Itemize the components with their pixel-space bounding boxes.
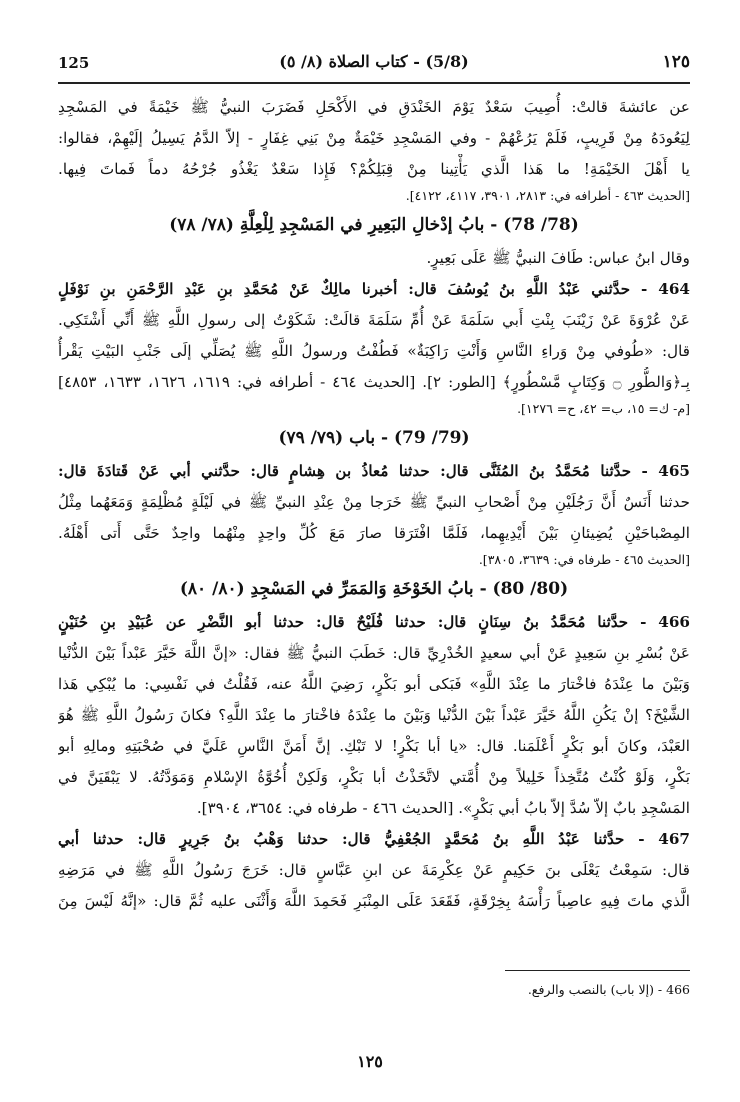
text-line: وقال ابنُ عباس: طَافَ النبيُّ ﷺ عَلَى بَعِيرٍ. — [426, 249, 690, 267]
text-line: عَنْ بُسْرِ بنِ سَعِيدٍ عَنْ أبي سعيدٍ الخُدْرِيِّ قال: خَطَبَ النبيُّ ﷺ فقال: «إنَّ اللَّهَ خَيَّرَ عَبْداً بَيْنَ الدُّنْيا — [58, 644, 690, 662]
text-line: قال: «طُوفي مِنْ وَراءِ النَّاسِ وَأَنْتِ رَاكِبَةٌ» فَطُفْتُ ورسولُ اللَّهِ ﷺ يُصَلِّي إلَى جَنْبِ البَيْتِ يَقْرأُ — [58, 342, 690, 360]
text-line: لِيَعُودَهُ مِنْ قَرِيبٍ، فَلَمْ يَرُعْهُمْ - وفي المَسْجِدِ خَيْمَةٌ مِنْ بَنِي غِفَارٍ - إلاّ الدَّمُ يَسِيلُ إلَيْهِمْ، فقالوا: — [58, 129, 690, 147]
hadith-reference: [م- ك= ١٥، ب= ٤٢، ح= ١٢٧٦]. — [517, 401, 690, 416]
hadith-start-line: 465 - حدَّثنا مُحَمَّدُ بنُ المُثَنَّى قال: حدثنا مُعاذُ بن هِشامٍ قال: حدَّثني أبي عَنْ قَتادَةَ قال: — [58, 462, 690, 480]
text-line: بِـ﴿وَالطُّورِ ۝ وَكِتَابٍ مَّسْطُورٍ﴾ [الطور: ٢]. [الحديث ٤٦٤ - أطرافه في: ١٦١٩، ١٦٢٦، ١٦٣٣، ٤٨٥٣] — [58, 373, 690, 391]
running-title: (5/8) - كتاب الصلاة (٨/ ٥) — [279, 52, 469, 71]
text-line: قال: سَمِعْتُ يَعْلَى بنَ حَكِيمٍ عَنْ عِكْرِمَةَ عن ابنِ عَبَّاسٍ قال: خَرَجَ رَسُولُ اللَّهِ ﷺ في مَرَضِهِ — [58, 861, 690, 879]
footnote-divider — [505, 970, 690, 971]
chapter-heading: (79/ 79) - باب (٧٩/ ٧٩) — [278, 428, 470, 448]
text-line: الشَّيْخَ؟ إنْ يَكُنِ اللَّهُ خَيَّرَ عَبْداً بَيْنَ الدُّنْيا وَبَيْنَ ما عِنْدَهُ فاخْتارَ ما عِنْدَ اللَّهِ؟ فكانَ رَسُولُ اللَّهِ ﷺ هُوَ — [58, 706, 690, 724]
text-line: عَنْ عُرْوَةَ عَنْ زَيْنَبَ بِنْتِ أَبي سَلَمَةَ عَنْ أُمِّ سَلَمَةَ قالَتْ: شَكَوْتُ إلى رسولِ اللَّهِ ﷺ أَنِّي أَشْتَكِي. — [58, 311, 690, 329]
page-number-latin: 125 — [58, 54, 90, 72]
text-line: وَبَيْنَ ما عِنْدَهُ فاخْتارَ ما عِنْدَ اللَّهِ» فَبَكى أبو بَكْرٍ، رَضِيَ اللَّهُ عنه، فَقُلْتُ في نَفْسِي: ما يُبْكِي هَذا — [58, 675, 690, 693]
text-line: حدثنا أَنَسٌ أَنَّ رَجُلَيْنِ مِنْ أَصْحابِ النبيِّ ﷺ خَرَجا مِنْ عِنْدِ النبيِّ ﷺ في لَيْلَةٍ مُظْلِمَةٍ وَمَعَهُما مِثْلُ — [58, 493, 690, 511]
hadith-start-line: 466 - حدَّثنا مُحَمَّدُ بنُ سِنَانٍ قال: حدثنا فُلَيْحٌ قال: حدثنا أبو النَّضْرِ عن عُبَيْدِ بنِ حُنَيْنٍ — [58, 613, 690, 631]
chapter-heading: (78/ 78) - بابُ إدْخالِ البَعِيرِ في المَسْجِدِ لِلْعِلَّةِ (٧٨/ ٧٨) — [169, 215, 579, 235]
text-line: عن عائشةَ قالتْ: أُصِيبَ سَعْدٌ يَوْمَ الخَنْدَقِ في الأَكْحَلِ فَضَرَبَ النبيُّ ﷺ خَيْمَةً في المَسْجِدِ — [58, 98, 690, 116]
text-line: المِصْباحَيْنِ يُضِيئانِ بَيْنَ أَيْدِيهِما، فَلَمَّا افْتَرَقا صارَ مَعَ كُلِّ واحِدٍ مِنْهُما واحِدٌ حَتَّى أَتى أَهْلَهُ. — [58, 524, 690, 542]
chapter-heading: (80/ 80) - بابُ الخَوْخَةِ وَالمَمَرِّ في المَسْجِدِ (٨٠/ ٨٠) — [179, 579, 569, 599]
hadith-reference: [الحديث ٤٦٥ - طرفاه في: ٣٦٣٩، ٣٨٠٥]. — [478, 552, 690, 567]
hadith-start-line: 464 - حدَّثني عَبْدُ اللَّهِ بنُ يُوسُفَ قال: أخبرنا مالِكٌ عَنْ مُحَمَّدِ بنِ عَبْدِ الرَّحْمَنِ بنِ نَوْفَلٍ — [58, 280, 690, 298]
page-number-arabic: ١٢٥ — [662, 52, 690, 72]
hadith-reference: [الحديث ٤٦٣ - أطرافه في: ٢٨١٣، ٣٩٠١، ٤١١٧، ٤١٢٢]. — [405, 188, 690, 203]
text-line: الَّذي ماتَ فِيهِ عاصِباً رَأْسَهُ بِخِرْقَةٍ، فَقَعَدَ عَلَى المِنْبَرِ فَحَمِدَ اللَّهَ وَأَثْنَى عليه ثُمَّ قال: «إنَّهُ لَيْسَ مِنَ — [58, 892, 690, 910]
page-header — [58, 48, 690, 84]
footnote: 466 - (إلا باب) بالنصب والرفع. — [527, 982, 690, 997]
text-line: بَكْرٍ، وَلَوْ كُنْتُ مُتَّخِذاً خَلِيلاً مِنْ أُمَّتي لاتَّخَذْتُ أبا بَكْرٍ، وَلَكِنْ أُخُوَّةُ الإسْلامِ وَمَوَدَّتُهُ. لا يَبْقَيَنَّ في — [58, 768, 690, 786]
page-body — [58, 92, 690, 917]
hadith-start-line: 467 - حدَّثنا عَبْدُ اللَّهِ بنُ مُحَمَّدٍ الجُعْفِيُّ قال: حدثنا وَهْبُ بنُ جَرِيرٍ قال: حدثنا أبي — [58, 830, 690, 848]
page-footer-number: ١٢٥ — [357, 1052, 383, 1071]
text-line: العَبْدَ، وكانَ أبو بَكْرٍ أَعْلَمَنا. قال: «يا أبا بَكْرٍ! لا تَبْكِ. إنَّ أَمَنَّ النَّاسِ عَلَيَّ في صُحْبَتِهِ ومالِهِ أبو — [58, 737, 690, 755]
text-line: المَسْجِدِ بابٌ إلاّ سُدَّ إلاّ بابُ أبي بَكْرٍ». [الحديث ٤٦٦ - طرفاه في: ٣٦٥٤، ٣٩٠٤]. — [196, 799, 690, 817]
text-line: يا أَهْلَ الخَيْمَةِ! ما هَذا الَّذي يَأْتِينا مِنْ قِبَلِكُمْ؟ فَإِذا سَعْدٌ يَغْذُو جُرْحُهُ دماً فَماتَ فِيها. — [58, 160, 690, 178]
